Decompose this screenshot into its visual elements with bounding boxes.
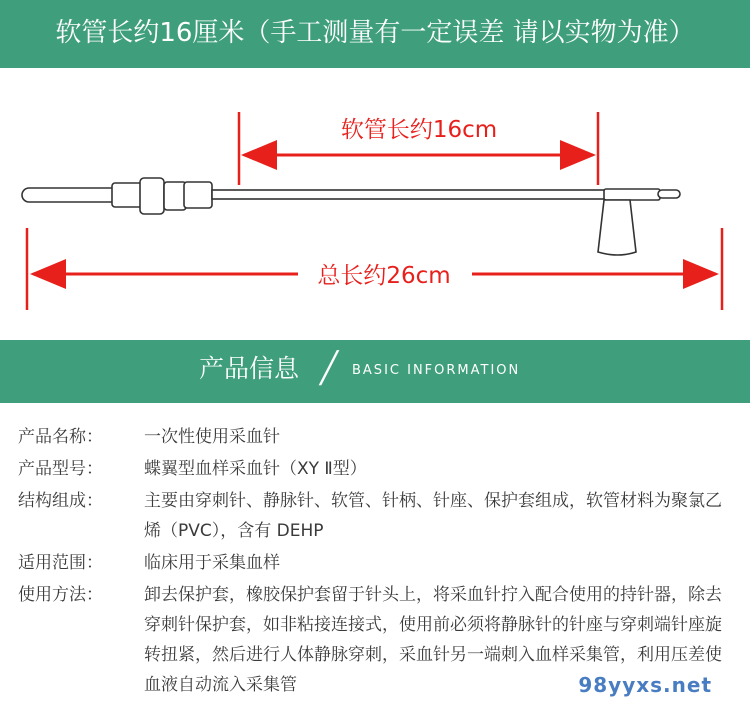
info-value: 临床用于采集血样 xyxy=(144,553,280,573)
hose-tube xyxy=(212,190,606,199)
info-key: 适用范围： xyxy=(18,553,103,573)
blood-collection-needle xyxy=(22,178,680,255)
info-row-model xyxy=(18,454,738,484)
needle-hub-right xyxy=(164,182,186,210)
info-key: 使用方法： xyxy=(18,585,103,605)
section-divider: ╱ xyxy=(320,351,339,386)
hose-length-label: 软管长约16cm xyxy=(340,117,498,143)
info-row-name xyxy=(18,422,738,452)
section-banner xyxy=(0,340,750,403)
info-value: 卸去保护套，橡胶保护套留于针头上，将采血针拧入配合使用的持针器，除去穿刺针保护套，如非粘接连接式，使用前必须将静脉针的针座与穿刺端针座旋转扭紧，然后进行人体静脉穿刺，采血针另一端刺入血样采集管，利用压差使血液自动流入采集管 xyxy=(144,585,722,695)
total-length-label: 总长约26cm xyxy=(317,263,451,289)
needle-hub-center xyxy=(140,178,164,214)
header-title: 软管长约16厘米（手工测量有一定误差 请以实物为准） xyxy=(55,18,695,48)
section-title-en: BASIC INFORMATION xyxy=(352,363,521,378)
vein-needle-sheath xyxy=(658,190,680,198)
info-row-structure xyxy=(18,486,738,546)
needle-diagram xyxy=(0,68,750,340)
info-value: 一次性使用采血针 xyxy=(144,427,280,447)
info-row-scope xyxy=(18,548,738,578)
needle-handle-tube xyxy=(604,189,660,200)
puncture-needle-cap xyxy=(22,188,120,202)
section-title-zh: 产品信息 xyxy=(199,354,300,383)
info-key: 产品名称： xyxy=(18,427,103,447)
needle-hub-connector xyxy=(184,182,212,208)
info-value: 主要由穿刺针、静脉针、软管、针柄、针座、保护套组成，软管材料为聚氯乙烯（PVC），含有 DEHP xyxy=(144,491,722,541)
needle-hub-left xyxy=(112,183,142,207)
product-info-list xyxy=(18,422,738,702)
info-key: 结构组成： xyxy=(18,491,103,511)
header-banner xyxy=(0,0,750,68)
info-value: 蝶翼型血样采血针（XY Ⅱ型） xyxy=(144,459,367,479)
butterfly-wing xyxy=(598,200,636,255)
info-key: 产品型号： xyxy=(18,459,103,479)
site-watermark: 98yyxs.net xyxy=(578,673,712,697)
